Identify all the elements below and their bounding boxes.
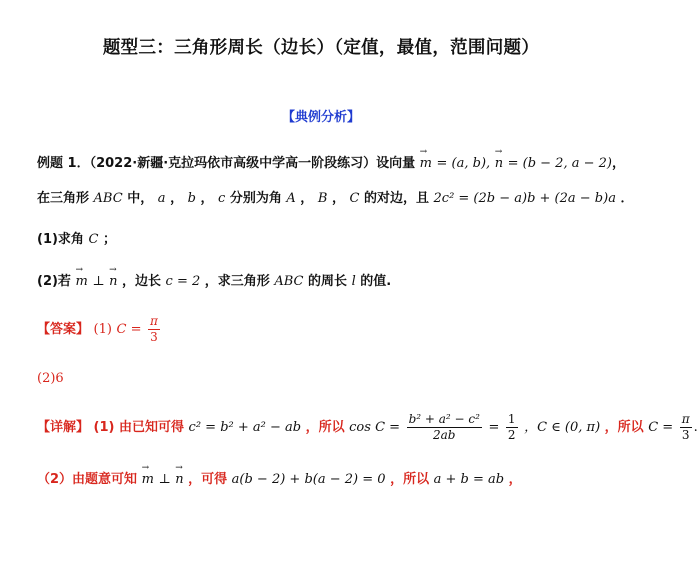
text: ，边长 [122, 274, 162, 289]
c-eq: C = [648, 420, 674, 435]
text: (2)若 [37, 274, 71, 289]
fraction-numerator: b² + a² − c² [408, 412, 480, 426]
punct: . [693, 420, 698, 435]
equals: = [488, 420, 500, 435]
triangle-abc: ABC [274, 274, 304, 289]
angle-C: C [349, 191, 360, 206]
question-2 [37, 270, 391, 289]
vector-m: → m [142, 472, 154, 487]
text: 的对边，且 [363, 191, 429, 206]
detail-line-1 [37, 412, 698, 443]
answer-fraction [148, 314, 160, 345]
fraction-denominator: 2 [507, 428, 516, 442]
text: 分别为角 [229, 191, 282, 206]
pi-fraction [680, 412, 692, 443]
punct: ， [331, 191, 345, 206]
equation-1: c² = b² + a² − ab [188, 420, 302, 435]
detail-label: 【详解】 [37, 420, 90, 435]
vector-m-value: = (a, b), [436, 156, 491, 171]
condition-equation: 2c² = (2b − a)b + (2a − b)a [433, 191, 616, 206]
fraction-numerator: π [681, 412, 690, 426]
punct: ， [508, 472, 522, 487]
punct: ， [611, 156, 625, 171]
vector-m: → m [420, 156, 432, 171]
text: ，所以 [390, 472, 430, 487]
text: ，所以 [305, 420, 345, 435]
perp-symbol: ⊥ [92, 274, 105, 289]
text: (1)求角 [37, 232, 84, 247]
problem-line-2 [37, 187, 634, 206]
text: 的值. [360, 274, 392, 289]
text: 在三角形 [37, 191, 90, 206]
half-fraction [506, 412, 518, 443]
vector-n: → n [495, 156, 503, 171]
fraction-numerator: π [150, 314, 158, 328]
vector-n: → n [175, 472, 183, 487]
text: （2）由题意可知 [37, 472, 138, 487]
punct: ； [102, 232, 116, 247]
side-c: c [218, 191, 226, 206]
detail-line-2 [37, 468, 522, 487]
text: ，求三角形 [204, 274, 270, 289]
problem-line-1 [37, 152, 625, 171]
fraction-denominator: 2ab [407, 427, 482, 443]
answer-part-2: (2)6 [37, 371, 64, 386]
perimeter-l: l [351, 274, 356, 289]
text: ，所以 [604, 420, 644, 435]
angle-B: B [317, 191, 328, 206]
fraction-numerator: 1 [507, 412, 516, 426]
equation-3: a + b = ab [433, 472, 505, 487]
text: 中， [127, 191, 154, 206]
text: (1) 由已知可得 [93, 420, 185, 435]
equation-2: a(b − 2) + b(a − 2) = 0 [231, 472, 386, 487]
angle-A: A [286, 191, 296, 206]
section-heading: 【典例分析】 [281, 110, 360, 125]
cos-c: cos C = [349, 420, 401, 435]
punct: ， [300, 191, 314, 206]
vector-n: → n [109, 274, 117, 289]
c-value: c = 2 [165, 274, 201, 289]
answer-part-1: (1) [93, 322, 112, 337]
problem-lead: 例题 1．（2022·新疆·克拉玛依市高级中学高一阶段练习）设向量 [37, 156, 416, 171]
triangle-abc: ABC [93, 191, 123, 206]
answer-line-1 [37, 314, 162, 345]
page-title: 题型三：三角形周长（边长）（定值，最值，范围问题） [102, 38, 540, 58]
side-a: a [157, 191, 166, 206]
text: 的周长 [308, 274, 348, 289]
fraction-denominator: 3 [680, 427, 692, 443]
vector-m: → m [75, 274, 87, 289]
cos-fraction [407, 412, 482, 443]
question-1 [37, 228, 116, 247]
fraction-denominator: 3 [148, 329, 160, 345]
text: ，可得 [188, 472, 228, 487]
vector-n-value: = (b − 2, a − 2) [507, 156, 612, 171]
c-range: ，C ∈ (0, π) [524, 420, 601, 435]
punct: ， [200, 191, 214, 206]
angle-C: C [88, 232, 99, 247]
answer-label: 【答案】 [37, 322, 90, 337]
answer-c-eq: C = [116, 322, 142, 337]
punct: ． [620, 191, 634, 206]
side-b: b [187, 191, 196, 206]
perp-symbol: ⊥ [158, 472, 171, 487]
punct: ， [170, 191, 184, 206]
